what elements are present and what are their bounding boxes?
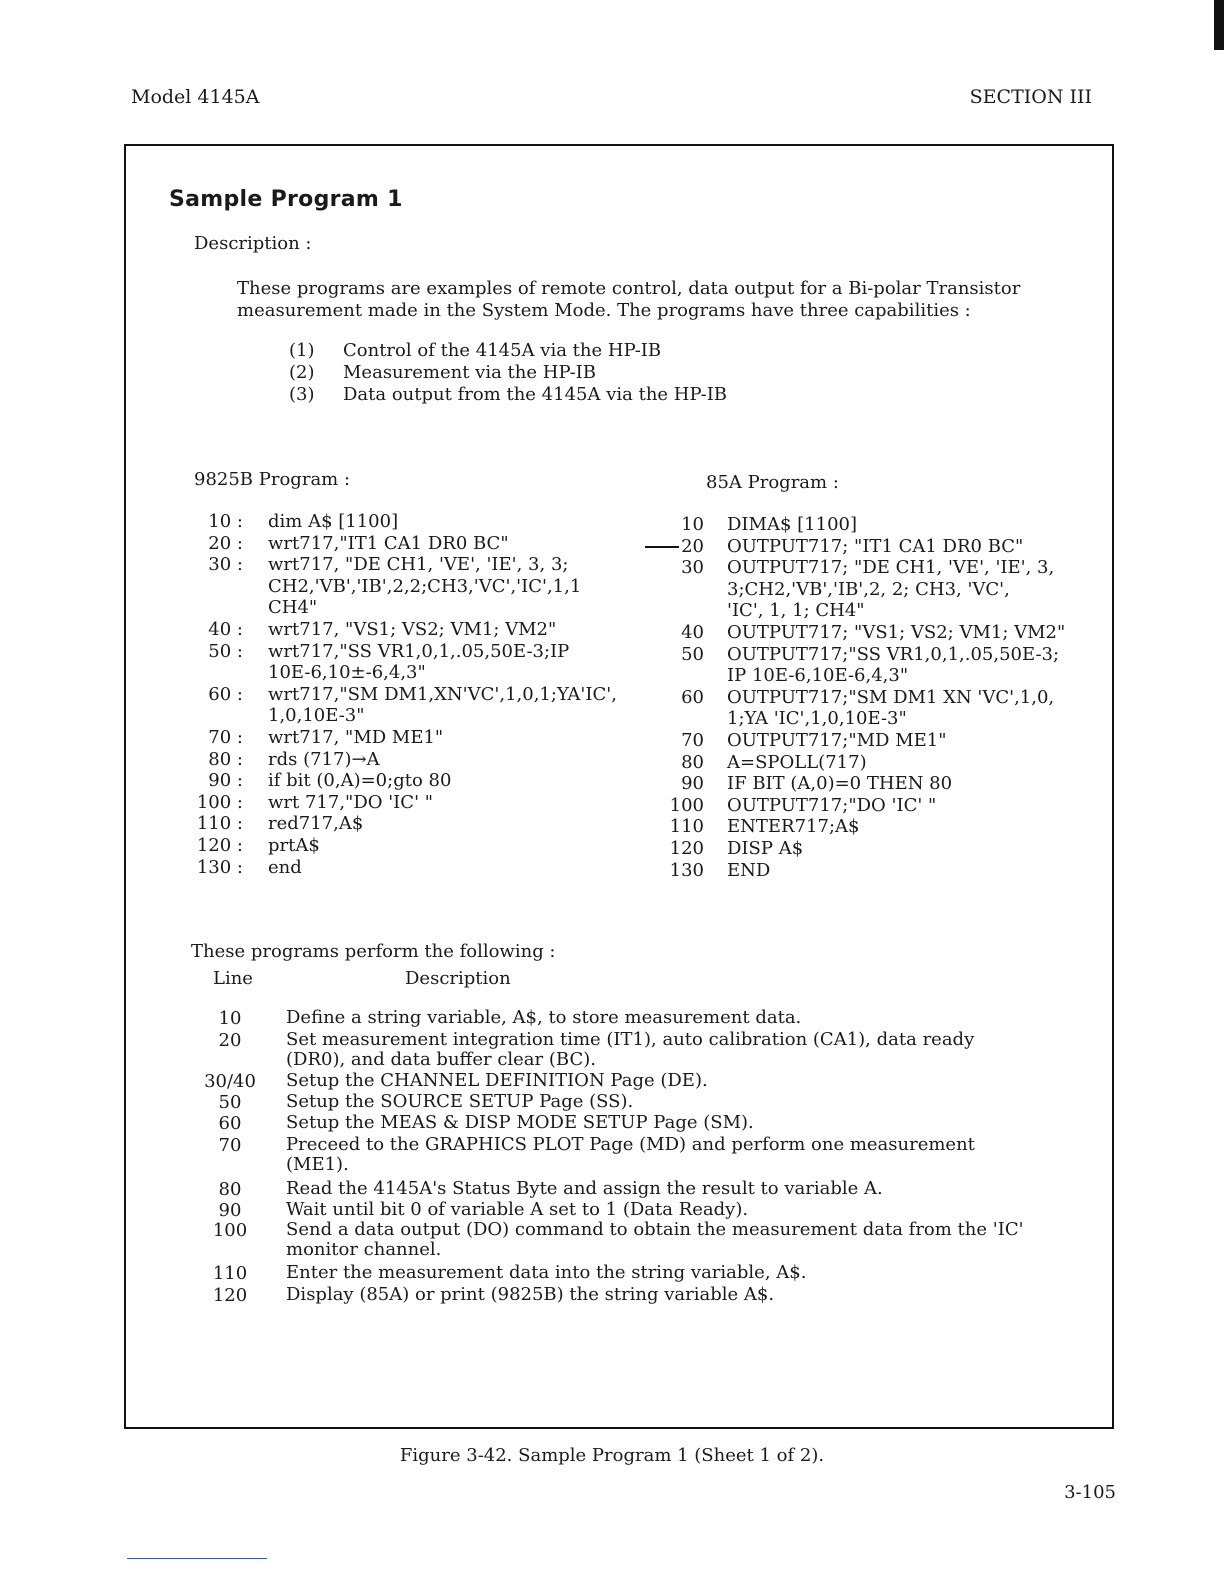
code-line: A=SPOLL(717) — [727, 751, 867, 773]
footer-rule — [127, 1558, 267, 1559]
header-model: Model 4145A — [131, 86, 260, 108]
line-number: 130 — [669, 859, 704, 881]
line-number: 30 — [681, 557, 704, 579]
description-text: Wait until bit 0 of variable A set to 1 (Data Ready). — [286, 1199, 749, 1220]
line-number: 10 : — [208, 511, 243, 532]
code-line: OUTPUT717;"SS VR1,0,1,.05,50E-3; — [727, 643, 1060, 665]
description-line-number: 60 — [218, 1113, 242, 1134]
code-line: CH4" — [268, 597, 318, 619]
description-label: Description : — [194, 233, 312, 254]
intro-paragraph: These programs are examples of remote control, data output for a Bi-polar Transistor measurement made in the System Mode. The programs have three capabilities : — [237, 278, 1021, 321]
code-line: END — [727, 859, 771, 881]
code-line: DISP A$ — [727, 838, 804, 859]
description-text: Setup the CHANNEL DEFINITION Page (DE). — [286, 1070, 708, 1091]
line-number: 120 — [669, 838, 704, 859]
code-line: 1;YA 'IC',1,0,10E-3" — [727, 708, 907, 730]
line-number: 120 : — [196, 835, 243, 856]
code-line: OUTPUT717; "IT1 CA1 DR0 BC" — [727, 535, 1024, 557]
line-number: 110 : — [196, 813, 243, 835]
line-number: 10 — [681, 514, 704, 535]
code-line: OUTPUT717; "VS1; VS2; VM1; VM2" — [727, 622, 1066, 643]
line-number: 100 — [669, 794, 704, 816]
description-line-number: 80 — [218, 1179, 242, 1200]
description-line-number: 10 — [218, 1008, 242, 1029]
page-title: Sample Program 1 — [169, 187, 403, 212]
code-line: OUTPUT717;"SM DM1 XN 'VC',1,0, — [727, 686, 1055, 708]
description-text: Enter the measurement data into the string variable, A$. — [286, 1262, 807, 1283]
line-number: 50 — [681, 643, 704, 665]
description-text: Setup the SOURCE SETUP Page (SS). — [286, 1091, 634, 1112]
code-line: OUTPUT717; "DE CH1, 'VE', 'IE', 3, — [727, 557, 1055, 579]
code-line: CH2,'VB','IB',2,2;CH3,'VC','IC',1,1 — [268, 575, 582, 597]
margin-arrow-mark — [645, 546, 679, 548]
line-number: 100 : — [196, 791, 243, 813]
code-line: OUTPUT717;"MD ME1" — [727, 730, 947, 751]
code-line: OUTPUT717;"DO 'IC' " — [727, 794, 937, 816]
capability-text: Measurement via the HP-IB — [343, 362, 596, 383]
code-line: rds (717)→A — [268, 748, 380, 770]
description-line-number: 20 — [218, 1030, 242, 1051]
code-line: red717,A$ — [268, 813, 364, 835]
code-line: wrt 717,"DO 'IC' " — [268, 791, 434, 813]
description-line-number: 70 — [218, 1135, 242, 1156]
description-text: Preceed to the GRAPHICS PLOT Page (MD) and perform one measurement (ME1). — [286, 1134, 975, 1175]
description-line-number: 100 — [212, 1220, 248, 1241]
description-line-number: 50 — [218, 1092, 242, 1113]
capability-text: Data output from the 4145A via the HP-IB — [343, 384, 728, 405]
line-number: 130 : — [196, 856, 243, 878]
code-line: 'IC', 1, 1; CH4" — [727, 600, 865, 622]
description-text: Set measurement integration time (IT1), auto calibration (CA1), data ready (DR0), and data buffer clear (BC). — [286, 1029, 975, 1070]
code-line: 10E-6,10±-6,4,3" — [268, 662, 426, 684]
line-number: 90 — [681, 773, 704, 795]
code-line: end — [268, 856, 302, 878]
code-line: DIMA$ [1100] — [727, 514, 857, 535]
column-header-description: Description — [405, 968, 511, 989]
following-heading: These programs perform the following : — [191, 941, 556, 962]
code-line: 3;CH2,'VB','IB',2, 2; CH3, 'VC', — [727, 578, 1010, 600]
line-number: 80 : — [208, 748, 243, 770]
code-line: wrt717, "VS1; VS2; VM1; VM2" — [268, 619, 557, 640]
line-number: 60 : — [208, 683, 243, 705]
description-text: Define a string variable, A$, to store measurement data. — [286, 1007, 802, 1028]
line-number: 40 — [681, 622, 704, 643]
code-line: wrt717, "DE CH1, 'VE', 'IE', 3, 3; — [268, 554, 569, 576]
code-line: IP 10E-6,10E-6,4,3" — [727, 665, 909, 687]
line-number: 110 — [669, 816, 704, 838]
line-number: 20 — [681, 535, 704, 557]
capability-text: Control of the 4145A via the HP-IB — [343, 340, 662, 361]
line-number: 20 : — [208, 532, 243, 554]
code-line: wrt717,"SS VR1,0,1,.05,50E-3;IP — [268, 640, 570, 662]
line-number: 90 : — [208, 770, 243, 792]
code-line: dim A$ [1100] — [268, 511, 399, 532]
figure-caption: Figure 3-42. Sample Program 1 (Sheet 1 of 2). — [399, 1445, 825, 1466]
code-line: wrt717, "MD ME1" — [268, 727, 444, 748]
description-text: Read the 4145A's Status Byte and assign the result to variable A. — [286, 1178, 883, 1199]
description-text: Send a data output (DO) command to obtain the measurement data from the 'IC' monitor channel. — [286, 1219, 1024, 1260]
code-line: ENTER717;A$ — [727, 816, 860, 838]
description-text: Setup the MEAS & DISP MODE SETUP Page (SM). — [286, 1112, 754, 1133]
line-number: 30 : — [208, 554, 243, 576]
capability-number: (3) — [289, 384, 315, 405]
description-line-number: 110 — [212, 1263, 248, 1284]
code-line: wrt717,"SM DM1,XN'VC',1,0,1;YA'IC', — [268, 683, 617, 705]
description-line-number: 90 — [218, 1200, 242, 1221]
header-section: SECTION III — [969, 86, 1092, 108]
program-9825b-heading: 9825B Program : — [194, 469, 351, 490]
page-number: 3-105 — [1064, 1482, 1116, 1503]
program-85a-heading: 85A Program : — [706, 472, 839, 493]
description-line-number: 120 — [212, 1285, 248, 1306]
column-header-line: Line — [213, 968, 253, 989]
line-number: 50 : — [208, 640, 243, 662]
code-line: prtA$ — [268, 835, 320, 856]
line-number: 70 : — [208, 727, 243, 748]
description-line-number: 30/40 — [204, 1071, 256, 1092]
line-number: 40 : — [208, 619, 243, 640]
code-line: wrt717,"IT1 CA1 DR0 BC" — [268, 532, 509, 554]
code-line: IF BIT (A,0)=0 THEN 80 — [727, 773, 953, 795]
capability-number: (2) — [289, 362, 315, 383]
code-line: 1,0,10E-3" — [268, 705, 365, 727]
line-number: 80 — [681, 751, 704, 773]
code-line: if bit (0,A)=0;gto 80 — [268, 770, 452, 792]
description-text: Display (85A) or print (9825B) the string variable A$. — [286, 1284, 775, 1305]
capability-number: (1) — [289, 340, 315, 361]
line-number: 70 — [681, 730, 704, 751]
line-number: 60 — [681, 686, 704, 708]
scan-edge-mark — [1214, 0, 1224, 50]
